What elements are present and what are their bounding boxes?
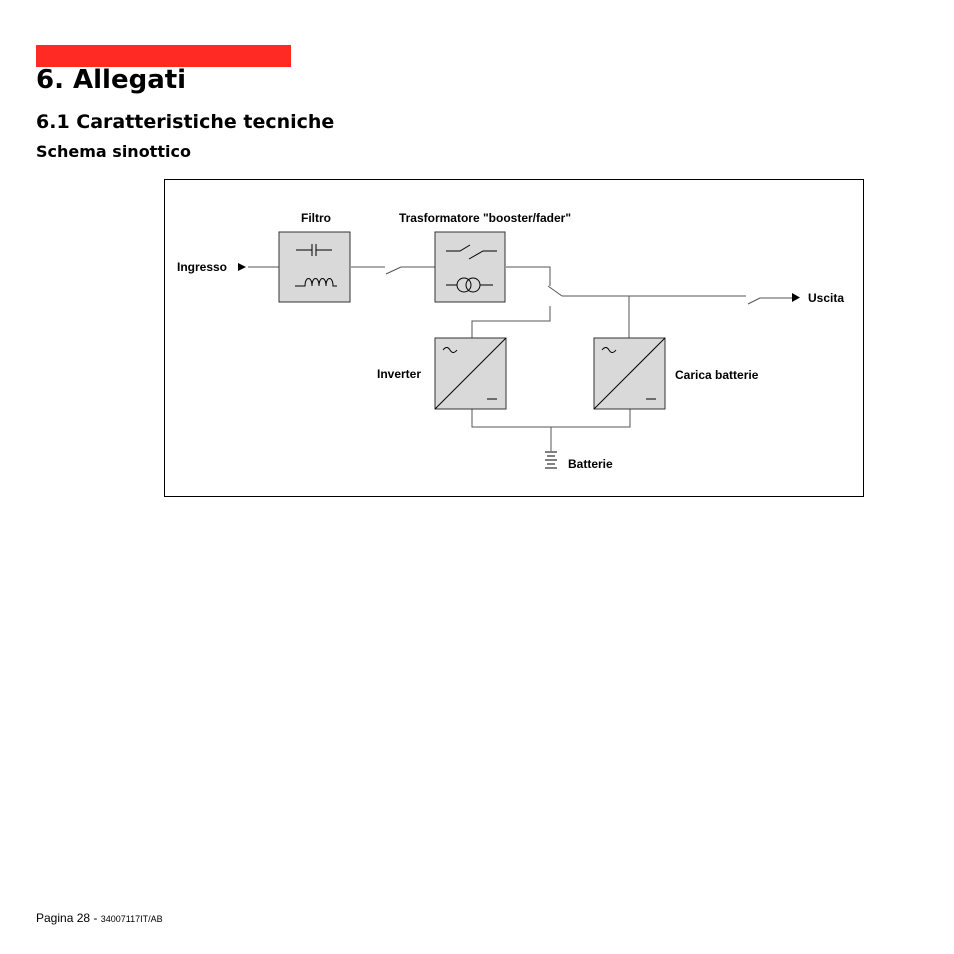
filter-block xyxy=(279,232,350,302)
section-title: 6.1 Caratteristiche tecniche xyxy=(36,111,335,133)
page-footer xyxy=(36,911,163,925)
charger-block xyxy=(594,338,665,409)
inverter-block xyxy=(435,338,506,409)
filter-label: Filtro xyxy=(301,211,331,225)
diagram-frame xyxy=(165,180,864,497)
transformer-label: Trasformatore "booster/fader" xyxy=(398,211,572,225)
document-code: 34007117IT/AB xyxy=(100,914,163,924)
inverter-label: Inverter xyxy=(377,367,422,381)
output-label: Uscita xyxy=(808,291,845,305)
transformer-block xyxy=(435,232,505,302)
chapter-title: 6. Allegati xyxy=(36,65,187,95)
block-diagram xyxy=(164,179,864,497)
input-label: Ingresso xyxy=(177,260,228,274)
subsection-title: Schema sinottico xyxy=(36,142,191,161)
charger-label: Carica batterie xyxy=(675,368,759,382)
page-number: Pagina 28 - xyxy=(36,911,98,925)
batteries-label: Batterie xyxy=(568,457,613,471)
